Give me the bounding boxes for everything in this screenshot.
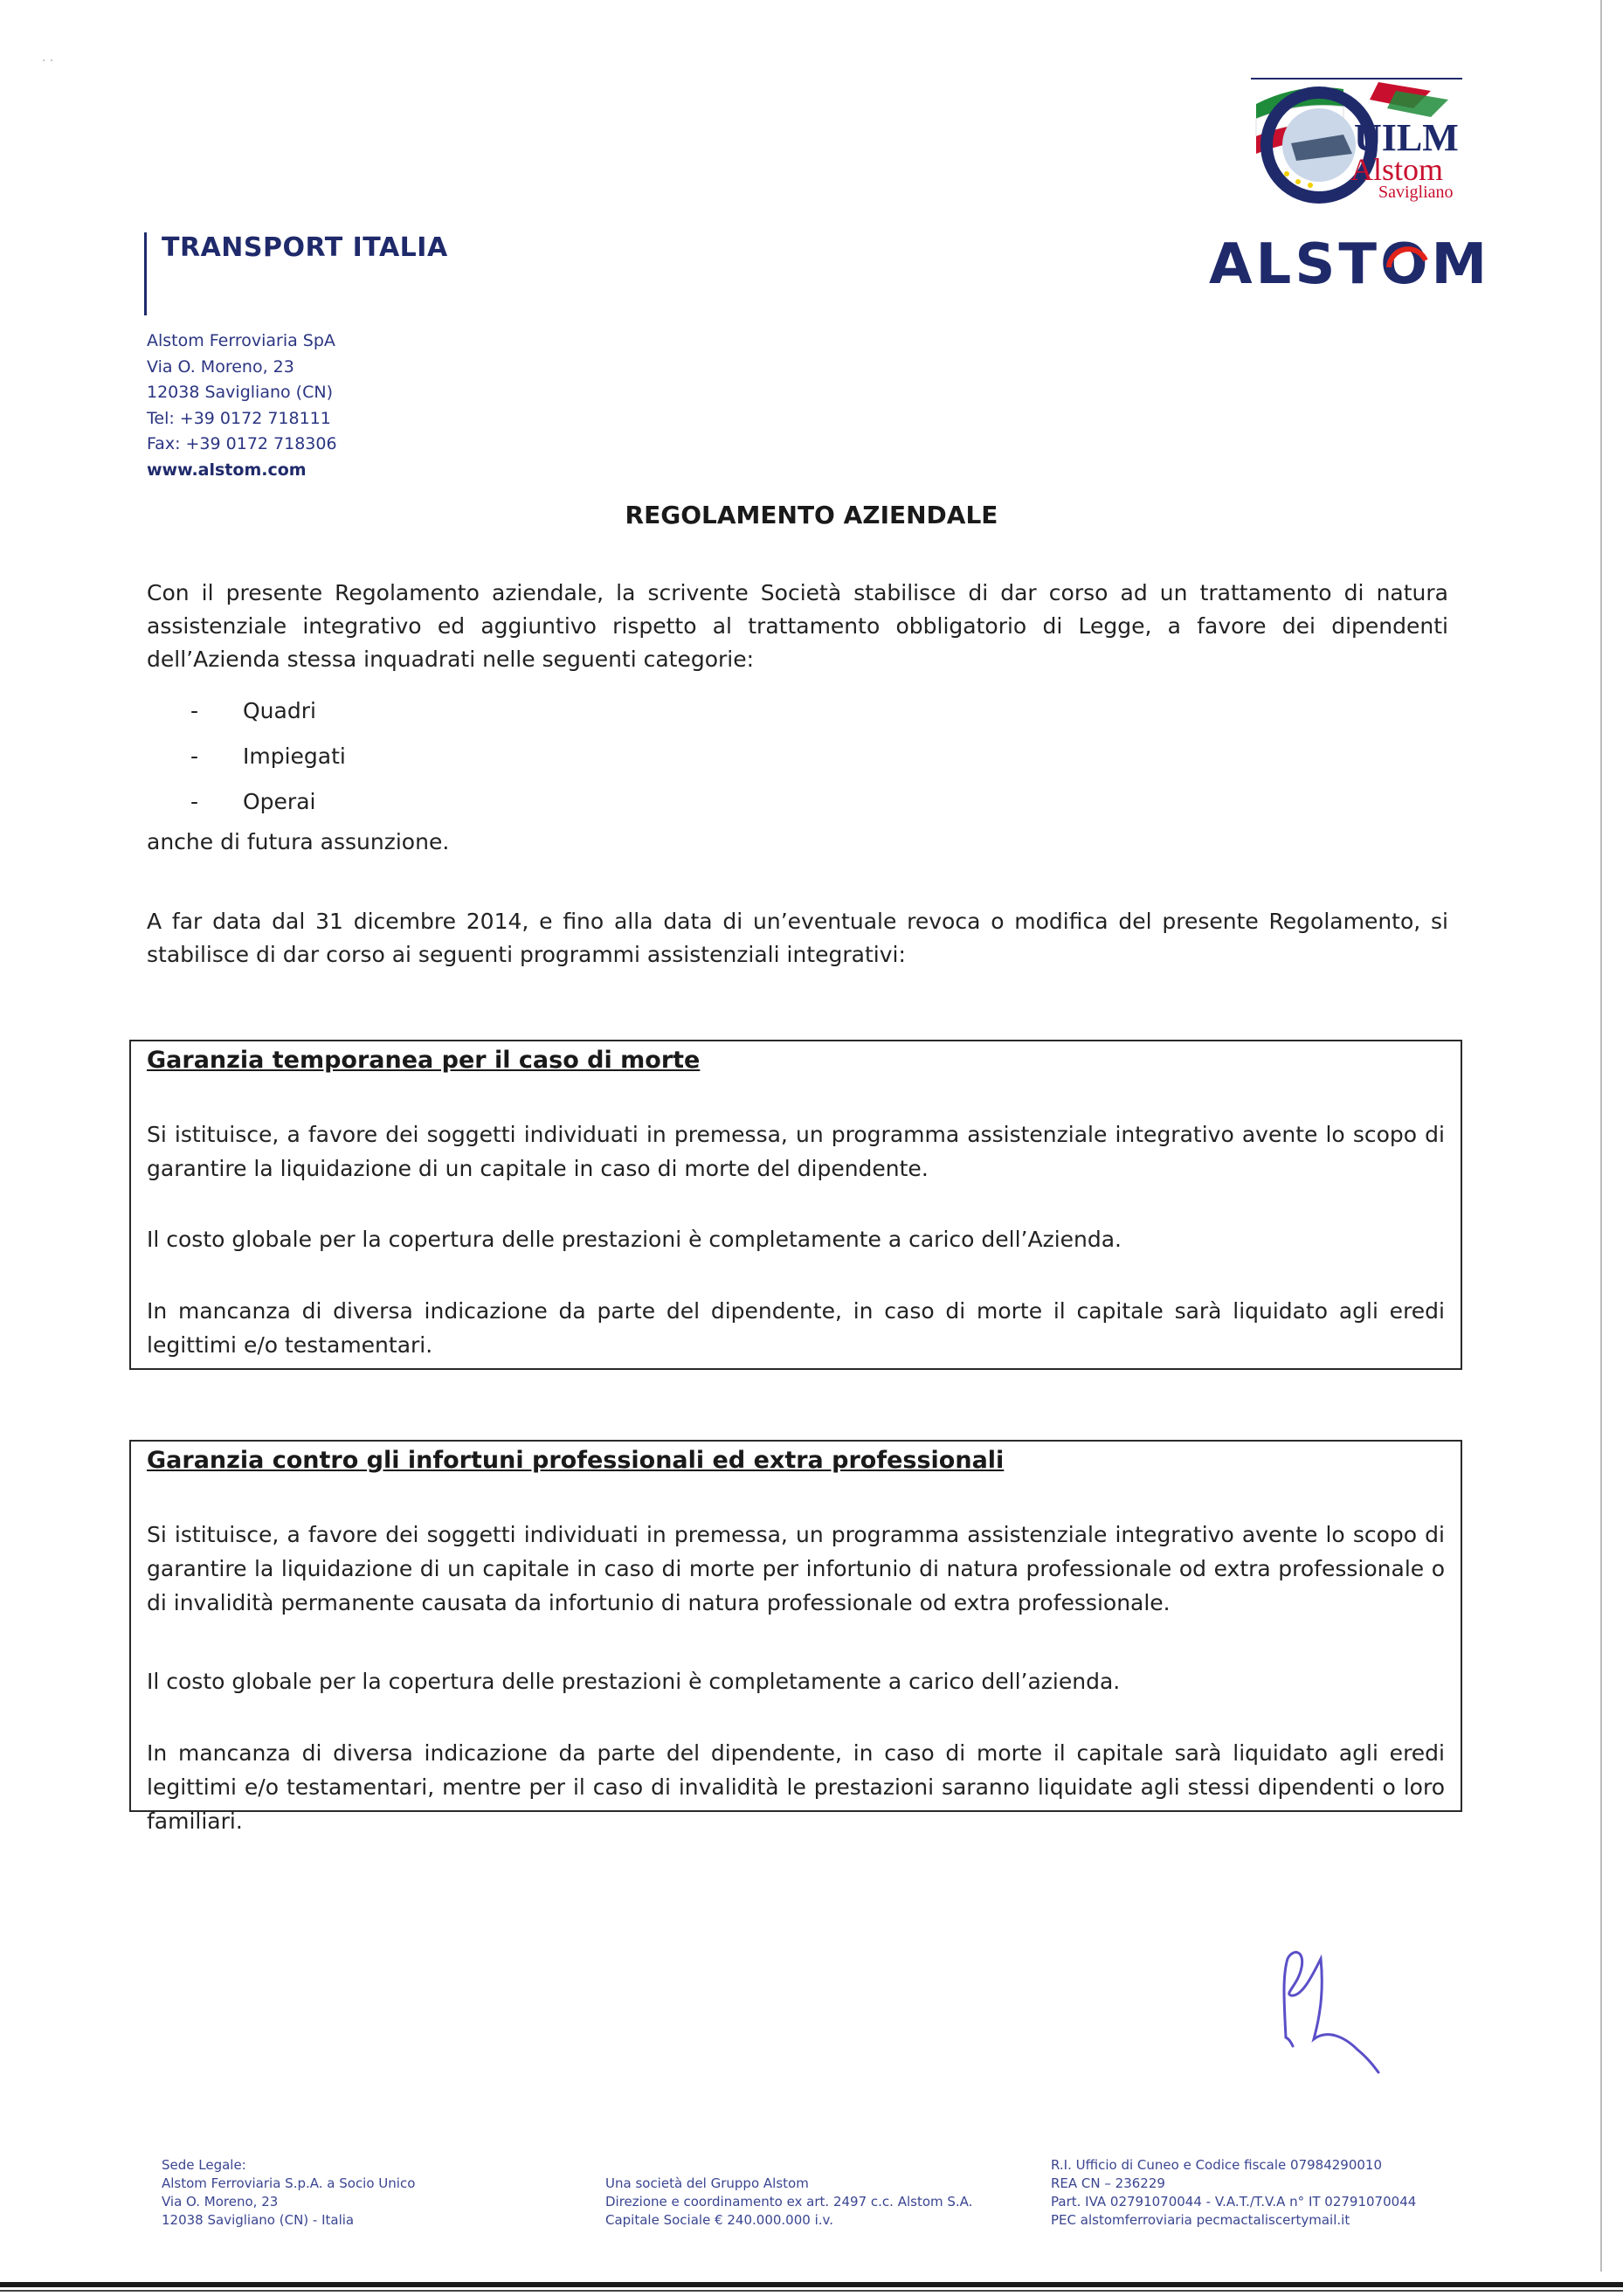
- address-line: 12038 Savigliano (CN): [147, 383, 333, 402]
- list-item: - Impiegati: [190, 743, 346, 769]
- list-item: - Operai: [190, 789, 316, 814]
- website-link[interactable]: www.alstom.com: [147, 460, 307, 480]
- page-edge-right: [1600, 0, 1602, 2272]
- intro-paragraph: Con il presente Regolamento aziendale, la scrivente Società stabilisce di dar corso ad un trattamento di natura assistenziale integrativo ed aggiuntivo rispetto al trattamento obbligatorio di Legge, a favore dei dipendenti dell’Azienda stessa inquadrati nelle seguenti categorie:: [147, 580, 1448, 672]
- section-box-death-coverage: [129, 1040, 1462, 1370]
- alstom-logo-accent-icon: [1380, 243, 1434, 292]
- section-heading: Garanzia contro gli infortuni professionali ed extra professionali: [147, 1447, 1005, 1474]
- address-line: Fax: +39 0172 718306: [147, 434, 337, 453]
- handwritten-signature-icon: [1267, 1941, 1398, 2081]
- footer-group-info: Una società del Gruppo Alstom Direzione e coordinamento ex art. 2497 c.c. Alstom S.A. Capitale Sociale € 240.000.000 i.v.: [605, 2175, 973, 2228]
- section-paragraph: In mancanza di diversa indicazione da parte del dipendente, in caso di morte il capitale sarà liquidato agli eredi legittimi e/o testamentari.: [147, 1298, 1445, 1358]
- section-paragraph: Si istituisce, a favore dei soggetti individuati in premessa, un programma assistenziale integrativo avente lo scopo di garantire la liquidazione di un capitale in caso di morte del dipendente.: [147, 1122, 1445, 1181]
- footer-registration-info: R.I. Ufficio di Cuneo e Codice fiscale 07984290010 REA CN – 236229 Part. IVA 02791070044 - V.A.T./T.V.A n° IT 02791070044 PEC alstomferroviaria pecmactaliscertymail.it: [1051, 2157, 1417, 2228]
- section-box-accident-coverage: [129, 1440, 1462, 1834]
- uilm-logo-line1: Alstom: [1350, 152, 1444, 187]
- section-paragraph: Si istituisce, a favore dei soggetti individuati in premessa, un programma assistenziale integrativo avente lo scopo di garantire la liquidazione di un capitale in caso di morte per infortunio di natura professionale od extra professionale o di invalidità permanente causata da infortunio di natura professionale od extra professionale.: [147, 1522, 1445, 1615]
- alstom-logo-text: ALSTOM: [1209, 232, 1491, 297]
- section-paragraph: Il costo globale per la copertura delle prestazioni è completamente a carico dell’Azienda.: [147, 1227, 1122, 1252]
- alstom-logo-icon: [1209, 232, 1491, 297]
- scan-marks: · ·: [42, 54, 54, 68]
- uilm-alstom-savigliano-logo-icon: [1247, 73, 1466, 206]
- division-bar: [144, 232, 147, 315]
- footer-registered-office: Sede Legale: Alstom Ferroviaria S.p.A. a Socio Unico Via O. Moreno, 23 12038 Savigliano (CN) - Italia: [162, 2157, 416, 2228]
- address-line: Via O. Moreno, 23: [147, 356, 294, 377]
- date-paragraph: A far data dal 31 dicembre 2014, e fino alla data di un’eventuale revoca o modifica del presente Regolamento, si stabilisce di dar corso ai seguenti programmi assistenziali integrativi:: [147, 909, 1448, 967]
- page-edge-bottom: [0, 2282, 1623, 2287]
- address-line: Tel: +39 0172 718111: [147, 408, 331, 428]
- uilm-logo-line2: Savigliano: [1378, 183, 1454, 202]
- address-line: Alstom Ferroviaria SpA: [147, 331, 335, 350]
- section-paragraph: Il costo globale per la copertura delle prestazioni è completamente a carico dell’azienda.: [147, 1669, 1121, 1694]
- document-title: REGOLAMENTO AZIENDALE: [625, 501, 998, 529]
- section-paragraph: In mancanza di diversa indicazione da parte del dipendente, in caso di morte il capitale sarà liquidato agli eredi legittimi e/o testamentari, mentre per il caso di invalidità le prestazioni saranno liquidate agli stessi dipendenti o loro familiari.: [147, 1740, 1445, 1834]
- categories-list: [190, 688, 346, 825]
- company-address: [147, 328, 337, 483]
- uilm-logo-text: UILM: [1354, 116, 1459, 159]
- division-title: TRANSPORT ITALIA: [162, 232, 448, 263]
- section-heading: Garanzia temporanea per il caso di morte: [147, 1047, 701, 1074]
- after-list-text: anche di futura assunzione.: [147, 829, 450, 854]
- list-item: - Quadri: [190, 698, 316, 723]
- page-edge-bottom-thin: [0, 2290, 1623, 2292]
